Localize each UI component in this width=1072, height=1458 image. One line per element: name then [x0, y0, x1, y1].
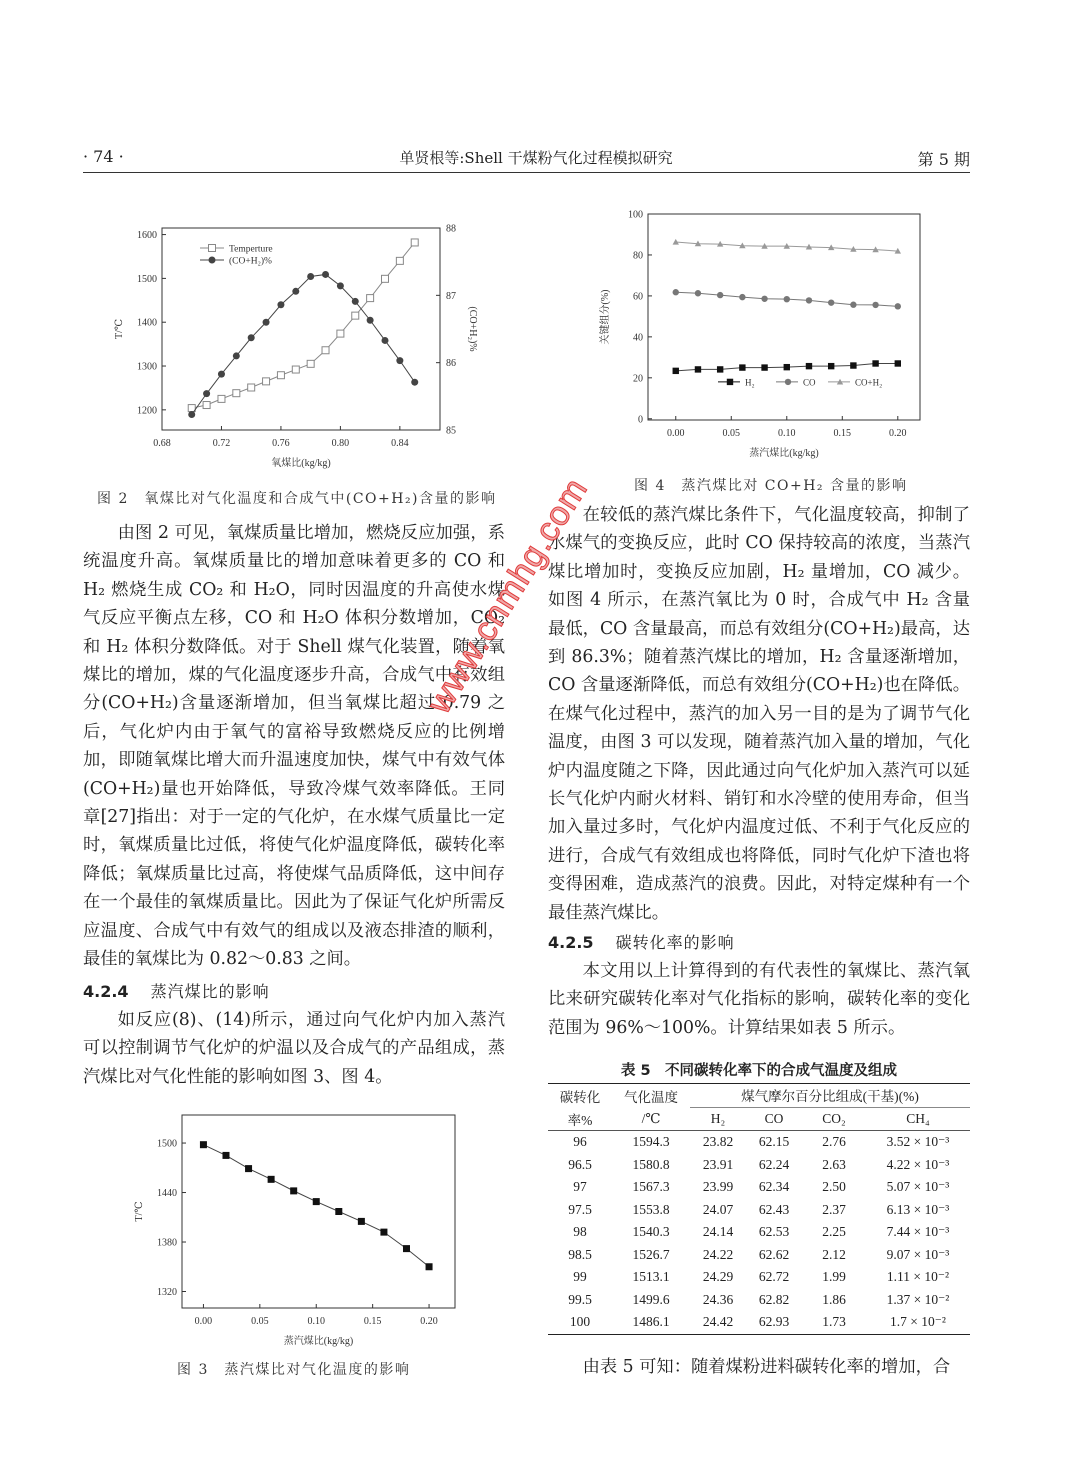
data-point	[381, 337, 388, 344]
y-tick-label: 1380	[157, 1237, 177, 1249]
table-cell: 6.13 × 10⁻³	[886, 1201, 950, 1217]
data-point	[784, 364, 790, 370]
data-point	[785, 379, 791, 385]
y-tick-label: 1600	[137, 230, 157, 242]
table-cell: 1.7 × 10⁻²	[890, 1314, 946, 1330]
table-cell: 1.99	[822, 1269, 846, 1285]
table-5	[548, 1083, 970, 1335]
data-point	[380, 1229, 387, 1236]
table-cell: 1486.1	[632, 1314, 670, 1330]
paragraph-text: 如反应(8)、(14)所示，通过向气化炉内加入蒸汽可以控制调节气化炉的炉温以及合成气的产品组成，蒸汽煤比对气化性能的影响如图 3、图 4。	[83, 1010, 505, 1087]
y-tick-label: 1400	[137, 317, 157, 329]
data-point	[292, 288, 299, 295]
col-header-carbon-conversion-unit: 率%	[548, 1107, 612, 1131]
data-point	[396, 257, 403, 264]
x-tick-label: 0.20	[420, 1316, 438, 1327]
data-point	[895, 303, 901, 309]
x-tick-label: 0.00	[194, 1316, 213, 1327]
col-header-co2: CO₂	[802, 1107, 866, 1131]
data-point	[850, 362, 856, 368]
table-cell: 1567.3	[632, 1179, 670, 1195]
data-point	[248, 334, 255, 341]
table-cell: 1.37 × 10⁻²	[886, 1291, 950, 1307]
data-point	[717, 292, 723, 298]
data-point	[263, 319, 270, 326]
data-point	[292, 366, 299, 373]
table-cell: 1.86	[822, 1291, 846, 1307]
series-line	[203, 1145, 429, 1267]
y-tick-label: 100	[628, 209, 643, 221]
y-tick-label: 80	[633, 250, 643, 262]
data-point	[337, 330, 344, 337]
table-row	[548, 1266, 970, 1289]
table-cell: 96	[573, 1134, 587, 1150]
data-point	[367, 317, 374, 324]
table-cell: 62.15	[758, 1134, 790, 1150]
col-header-temperature: 气化温度	[624, 1089, 678, 1105]
table-cell: 24.29	[702, 1269, 734, 1285]
table-cell: 24.22	[702, 1246, 734, 1262]
plot-frame	[182, 1115, 455, 1308]
data-point	[784, 296, 790, 302]
data-point	[337, 282, 344, 289]
x-tick-label: 0.76	[272, 438, 290, 449]
table-cell: 97.5	[568, 1201, 592, 1217]
table-cell: 5.07 × 10⁻³	[886, 1179, 950, 1195]
table-cell: 99	[573, 1269, 587, 1285]
table-row	[548, 1131, 970, 1154]
col-header-temperature-unit: /℃	[612, 1107, 690, 1131]
table-cell: 62.24	[758, 1156, 790, 1172]
x-tick-label: 0.10	[778, 428, 796, 439]
x-tick-label: 0.15	[363, 1316, 382, 1327]
left-paragraph-2	[83, 1006, 505, 1091]
x-axis-label: 蒸汽煤比(kg/kg)	[749, 448, 819, 459]
series-line	[192, 242, 415, 408]
col-header-carbon-conversion: 碳转化	[559, 1089, 601, 1105]
table-cell: 62.53	[758, 1224, 790, 1240]
data-point	[695, 290, 701, 296]
y-axis-label: T/℃	[134, 1201, 145, 1222]
y2-tick-label: 86	[446, 358, 456, 370]
data-point	[381, 275, 388, 282]
y-axis-label: T/℃	[114, 318, 125, 340]
table-cell: 1526.7	[632, 1246, 670, 1262]
data-point	[727, 379, 733, 385]
table-row	[548, 1311, 970, 1334]
data-point	[872, 360, 878, 366]
col-group-header-composition: 煤气摩尔百分比组成(干基)(%)	[690, 1084, 970, 1108]
y2-tick-label: 87	[446, 290, 456, 302]
table-row	[548, 1221, 970, 1244]
y2-axis-label: (CO+H₂)%	[467, 306, 478, 352]
table-5-title: 表 5 不同碳转化率下的合成气温度及组成	[620, 1063, 898, 1079]
data-point	[222, 1152, 229, 1159]
data-point	[233, 352, 240, 359]
data-point	[828, 363, 834, 369]
table-cell: 2.25	[822, 1224, 846, 1240]
table-cell: 97	[573, 1179, 587, 1195]
section-heading-4-2-4	[83, 979, 270, 1002]
table-cell: 2.50	[822, 1179, 846, 1195]
data-point	[358, 1218, 365, 1225]
y-tick-label: 1500	[157, 1138, 177, 1150]
table-cell: 98.5	[568, 1246, 592, 1262]
x-axis-label: 蒸汽煤比(kg/kg)	[283, 1336, 354, 1347]
paragraph-text: 本文用以上计算得到的有代表性的氧煤比、蒸汽氧比来研究碳转化率对气化指标的影响，碳转化率的变化范围为 96%～100%。计算结果如表 5 所示。	[548, 961, 970, 1038]
page-number: · 74 ·	[83, 147, 124, 166]
data-point	[245, 1165, 252, 1172]
table-cell: 62.62	[758, 1246, 790, 1262]
series-line	[192, 274, 415, 414]
table-cell: 23.99	[702, 1179, 734, 1195]
x-tick-label: 0.80	[331, 438, 350, 449]
data-point	[403, 1245, 410, 1252]
data-point	[233, 390, 240, 397]
right-paragraph-2	[548, 957, 970, 1042]
legend-label: (CO+H₂)%	[229, 256, 272, 267]
data-point	[352, 312, 359, 319]
x-tick-label: 0.20	[889, 428, 907, 439]
col-header-h2: H₂	[690, 1107, 746, 1131]
data-point	[426, 1263, 433, 1270]
table-cell: 62.34	[758, 1179, 790, 1195]
x-tick-label: 0.15	[833, 428, 852, 439]
table-cell: 1540.3	[632, 1224, 670, 1240]
plot-frame	[648, 214, 920, 420]
section-number: 4.2.4	[83, 982, 129, 1001]
x-tick-label: 0.00	[667, 428, 685, 439]
table-cell: 98	[573, 1224, 587, 1240]
paragraph-text: 由表 5 可知：随着煤粉进料碳转化率的增加，合	[582, 1357, 951, 1377]
table-cell: 24.42	[702, 1314, 734, 1330]
data-point	[203, 390, 210, 397]
data-point	[695, 366, 701, 372]
table-cell: 62.82	[758, 1291, 790, 1307]
data-point	[322, 271, 329, 278]
y-tick-label: 1500	[137, 273, 157, 285]
figure-2-chart	[80, 205, 500, 485]
data-point	[673, 289, 679, 295]
x-tick-label: 0.84	[391, 438, 409, 449]
data-point	[717, 366, 723, 372]
data-point	[352, 298, 359, 305]
table-cell: 1580.8	[632, 1156, 670, 1172]
data-point	[739, 364, 745, 370]
data-point	[203, 402, 210, 409]
data-point	[872, 302, 878, 308]
data-point	[411, 239, 418, 246]
table-cell: 2.63	[822, 1156, 846, 1172]
data-point	[739, 294, 745, 300]
data-point	[248, 384, 255, 391]
issue-number: 第 5 期	[917, 150, 970, 169]
data-point	[761, 364, 767, 370]
data-point	[209, 245, 216, 252]
y-tick-label: 1440	[157, 1188, 177, 1200]
table-cell: 62.72	[758, 1269, 790, 1285]
legend-label: Temperture	[229, 244, 273, 255]
figure-3-chart	[100, 1100, 480, 1350]
x-tick-label: 0.05	[251, 1316, 269, 1327]
data-point	[209, 257, 216, 264]
data-point	[263, 378, 270, 385]
table-cell: 62.43	[758, 1201, 790, 1217]
data-point	[335, 1208, 342, 1215]
legend-label: CO	[803, 377, 816, 388]
table-cell: 23.82	[702, 1134, 734, 1150]
table-cell: 1513.1	[632, 1269, 670, 1285]
x-tick-label: 0.72	[212, 438, 231, 449]
table-cell: 7.44 × 10⁻³	[886, 1224, 950, 1240]
data-point	[200, 1141, 207, 1148]
data-point	[277, 372, 284, 379]
section-title: 碳转化率的影响	[615, 933, 735, 952]
figure-2-caption: 图 2 氧煤比对气化温度和合成气中(CO+H₂)含量的影响	[97, 491, 497, 507]
table-cell: 24.14	[702, 1224, 734, 1240]
table-cell: 1499.6	[632, 1291, 670, 1307]
watermark: www.cnmhg.com	[420, 471, 596, 721]
y-tick-label: 1200	[137, 405, 157, 417]
y-tick-label: 1300	[137, 361, 157, 373]
data-point	[268, 1176, 275, 1183]
table-cell: 1553.8	[632, 1201, 670, 1217]
section-heading-4-2-5	[548, 930, 735, 953]
y2-tick-label: 88	[446, 223, 456, 235]
table-cell: 1.11 × 10⁻²	[886, 1269, 950, 1285]
data-point	[307, 360, 314, 367]
table-row	[548, 1289, 970, 1312]
y-axis-label: 关键组分(%)	[600, 289, 611, 345]
data-point	[367, 295, 374, 302]
table-cell: 23.91	[702, 1156, 734, 1172]
x-tick-label: 0.05	[722, 428, 741, 439]
table-cell: 99.5	[568, 1291, 592, 1307]
col-header-co: CO	[746, 1107, 802, 1131]
y-tick-label: 60	[633, 291, 643, 303]
data-point	[277, 301, 284, 308]
x-tick-label: 0.68	[153, 438, 171, 449]
data-point	[188, 411, 195, 418]
x-axis-label: 氧煤比(kg/kg)	[271, 458, 331, 469]
data-point	[322, 347, 329, 354]
data-point	[313, 1198, 320, 1205]
data-point	[411, 379, 418, 386]
paragraph-text: 由图 2 可见，氧煤质量比增加，燃烧反应加强，系统温度升高。氧煤质量比的增加意味着更多的 CO 和 H₂ 燃烧生成 CO₂ 和 H₂O，同时因温度的升高使水煤气反应平衡点左移，CO 和 H₂O 体积分数增加，CO₂ 和 H₂ 体积分数降低。对于 Shell 煤气化装置，随着氧煤比的增加，煤的气化温度逐步升高，合成气中有效组分(CO+H₂)含量逐渐增加，但当氧煤比超过 0.79 之后，气化炉内由于氧气的富裕导致燃烧反应的比例增加，即随氧煤比增大而升温速度加快，煤气中有效气体(CO+H₂)量也开始降低，导致冷煤气效率降低。王同章[27]指出：对于一定的气化炉，在水煤气质量比一定时，氧煤质量比过低，将使气化炉温度降低，碳转化率降低；氧煤质量比过高，将使煤气品质降低，这中间存在一个最佳的氧煤质量比。因此为了保证气化炉所需反应温度、合成气中有效气的组成以及液态排渣的顺利，最佳的氧煤比为 0.82～0.83 之间。	[83, 523, 505, 970]
figure-3-caption: 图 3 蒸汽煤比对气化温度的影响	[177, 1362, 411, 1378]
data-point	[806, 297, 812, 303]
table-row	[548, 1199, 970, 1222]
table-cell: 1.73	[822, 1314, 846, 1330]
y2-tick-label: 85	[446, 425, 456, 437]
data-point	[850, 302, 856, 308]
legend-label: CO+H₂	[855, 377, 883, 388]
data-point	[895, 360, 901, 366]
running-title: 单贤根等:Shell 干煤粉气化过程模拟研究	[399, 149, 673, 167]
left-paragraph-1	[83, 519, 505, 974]
data-point	[307, 273, 314, 280]
data-point	[673, 368, 679, 374]
table-cell: 100	[569, 1314, 591, 1330]
table-row	[548, 1176, 970, 1199]
figure-4-chart	[590, 200, 950, 465]
table-row	[548, 1154, 970, 1177]
table-cell: 1594.3	[632, 1134, 670, 1150]
table-cell: 24.36	[702, 1291, 734, 1307]
y-tick-label: 0	[638, 414, 643, 426]
data-point	[806, 363, 812, 369]
data-point	[218, 395, 225, 402]
data-point	[761, 296, 767, 302]
table-cell: 96.5	[568, 1156, 592, 1172]
section-number: 4.2.5	[548, 933, 594, 952]
section-title: 蒸汽煤比的影响	[150, 982, 270, 1001]
table-cell: 2.12	[822, 1246, 846, 1262]
table-cell: 2.76	[822, 1134, 846, 1150]
y-tick-label: 40	[633, 332, 643, 344]
table-row	[548, 1244, 970, 1267]
figure-4-caption: 图 4 蒸汽煤比对 CO+H₂ 含量的影响	[634, 478, 908, 494]
table-cell: 3.52 × 10⁻³	[886, 1134, 950, 1150]
table-cell: 9.07 × 10⁻³	[886, 1246, 950, 1262]
y-tick-label: 20	[633, 373, 643, 385]
y-tick-label: 1320	[157, 1287, 177, 1299]
col-header-ch4: CH₄	[866, 1107, 970, 1131]
table-cell: 62.93	[758, 1314, 790, 1330]
x-tick-label: 0.10	[307, 1316, 325, 1327]
right-paragraph-3	[548, 1353, 970, 1381]
legend-label: H₂	[745, 377, 755, 388]
data-point	[396, 357, 403, 364]
data-point	[828, 299, 834, 305]
right-paragraph-1	[548, 501, 970, 927]
header-rule	[83, 172, 970, 173]
table-cell: 2.37	[822, 1201, 846, 1217]
paragraph-text: 在较低的蒸汽煤比条件下，气化温度较高，抑制了水煤气的变换反应，此时 CO 保持较高的浓度，当蒸汽煤比增加时，变换反应加剧，H₂ 量增加，CO 减少。如图 4 所示，在蒸汽氧比为 0 时，合成气中 H₂ 含量最低，CO 含量最高，而总有效组分(CO+H₂)最高，达到 86.3%；随着蒸汽煤比的增加，H₂ 含量逐渐增加，CO 含量逐渐降低，而总有效组分(CO+H₂)也在降低。在煤气化过程中，蒸汽的加入另一目的是为了调节气化温度，由图 3 可以发现，随着蒸汽加入量的增加，气化炉内温度随之下降，因此通过向气化炉加入蒸汽可以延长气化炉内耐火材料、销钉和水冷壁的使用寿命，但当加入量过多时，气化炉内温度过低、不利于气化反应的进行，合成气有效组成也将降低，同时气化炉下渣也将变得困难，造成蒸汽的浪费。因此，对特定煤种有一个最佳蒸汽煤比。	[548, 505, 970, 923]
table-cell: 4.22 × 10⁻³	[886, 1156, 950, 1172]
data-point	[290, 1187, 297, 1194]
data-point	[218, 371, 225, 378]
table-cell: 24.07	[702, 1201, 734, 1217]
